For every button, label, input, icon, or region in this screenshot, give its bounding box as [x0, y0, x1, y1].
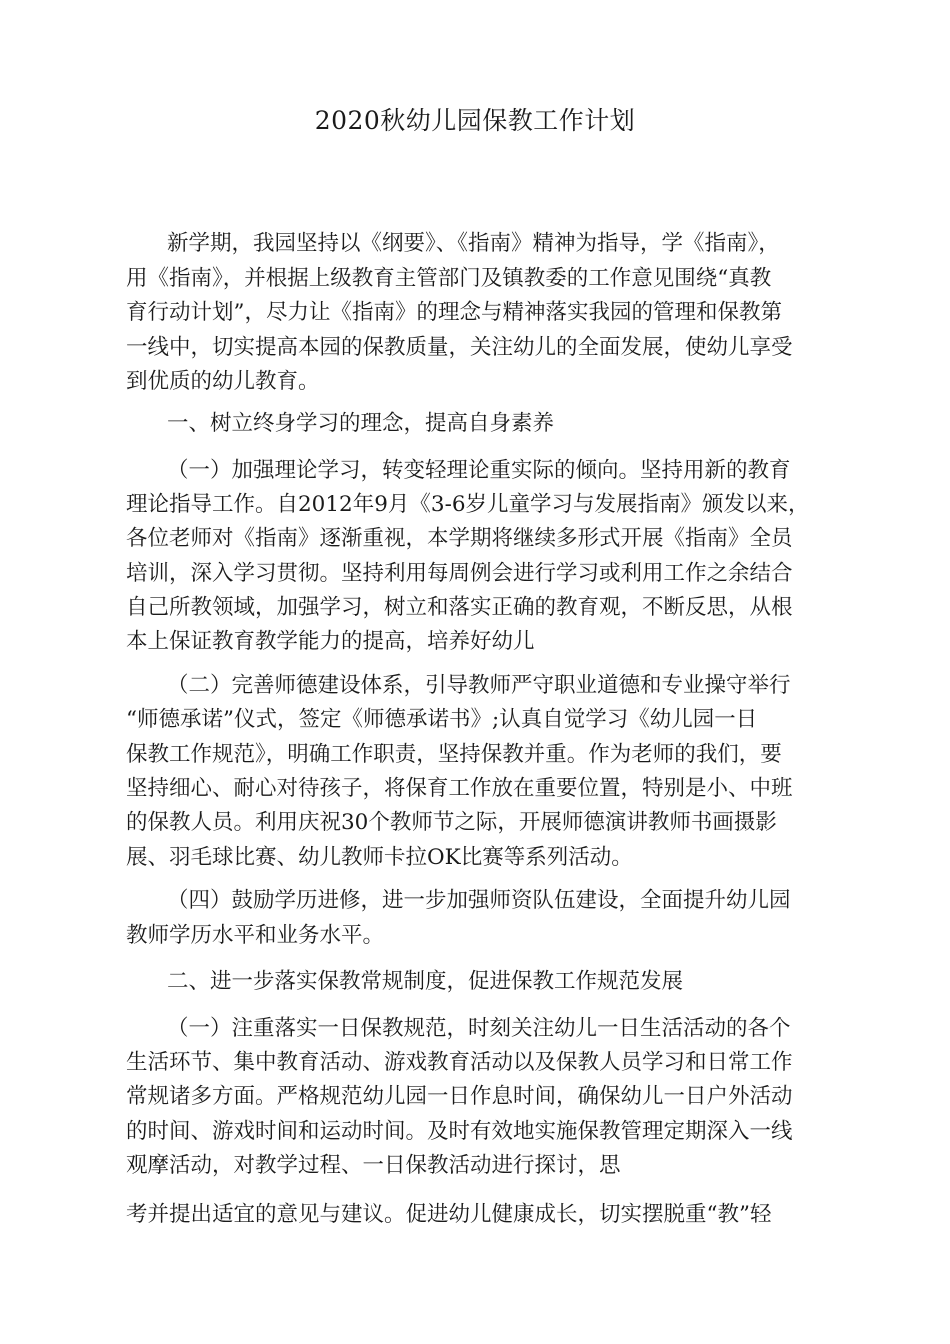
paragraph-line: 观摩活动，对教学过程、一日保教活动进行探讨，思 — [126, 1153, 621, 1178]
paragraph-line: 理论指导工作。自2012年9月《3-6岁儿童学习与发展指南》颁发以来， — [126, 492, 810, 517]
section-heading: 二、进一步落实保教常规制度，促进保教工作规范发展 — [167, 969, 684, 994]
paragraph-line: （一）加强理论学习，转变轻理论重实际的倾向。坚持用新的教育 — [167, 458, 791, 483]
paragraph-line: 坚持细心、耐心对待孩子，将保育工作放在重要位置，特别是小、中班 — [126, 776, 793, 801]
paragraph-line: （二）完善师德建设体系，引导教师严守职业道德和专业操守举行 — [167, 673, 791, 698]
paragraph-line: 保教工作规范》，明确工作职责，坚持保教并重。作为老师的我们，要 — [126, 742, 782, 767]
paragraph-line: 到优质的幼儿教育。 — [126, 369, 320, 394]
paragraph-line: 本上保证教育教学能力的提高，培养好幼儿 — [126, 629, 535, 654]
paragraph-line: 的保教人员。利用庆祝30个教师节之际，开展师德演讲教师书画摄影 — [126, 810, 777, 835]
paragraph-line: 生活环节、集中教育活动、游戏教育活动以及保教人员学习和日常工作 — [126, 1050, 793, 1075]
paragraph-line: “师德承诺”仪式，签定《师德承诺书》;认真自觉学习《幼儿园一日 — [126, 707, 758, 732]
paragraph-line: 培训，深入学习贯彻。坚持利用每周例会进行学习或利用工作之余结合 — [126, 561, 793, 586]
paragraph-line: 常规诸多方面。严格规范幼儿园一日作息时间，确保幼儿一日户外活动 — [126, 1084, 793, 1109]
paragraph-line: 教师学历水平和业务水平。 — [126, 923, 385, 948]
paragraph-line: （一）注重落实一日保教规范，时刻关注幼儿一日生活活动的各个 — [167, 1016, 791, 1041]
paragraph-line: 新学期，我园坚持以《纲要》、《指南》精神为指导，学《指南》， — [167, 231, 780, 256]
paragraph-line: 各位老师对《指南》逐渐重视，本学期将继续多形式开展《指南》全员 — [126, 526, 793, 551]
paragraph-line: 自己所教领域，加强学习，树立和落实正确的教育观，不断反思，从根 — [126, 595, 793, 620]
paragraph-line: 育行动计划”，尽力让《指南》的理念与精神落实我园的管理和保教第 — [126, 300, 782, 325]
paragraph-line: （四）鼓励学历进修，进一步加强师资队伍建设，全面提升幼儿园 — [167, 888, 791, 913]
paragraph-line: 考并提出适宜的意见与建议。促进幼儿健康成长，切实摆脱重“教”轻 — [126, 1202, 772, 1227]
paragraph-line: 一线中，切实提高本园的保教质量，关注幼儿的全面发展，使幼儿享受 — [126, 335, 793, 360]
section-heading: 一、树立终身学习的理念，提高自身素养 — [167, 411, 555, 436]
document-title: 2020秋幼儿园保教工作计划 — [314, 106, 636, 135]
paragraph-line: 展、羽毛球比赛、幼儿教师卡拉OK比赛等系列活动。 — [126, 845, 633, 870]
paragraph-line: 的时间、游戏时间和运动时间。及时有效地实施保教管理定期深入一线 — [126, 1119, 793, 1144]
paragraph-line: 用《指南》，并根据上级教育主管部门及镇教委的工作意见围绕“真教 — [126, 266, 772, 291]
